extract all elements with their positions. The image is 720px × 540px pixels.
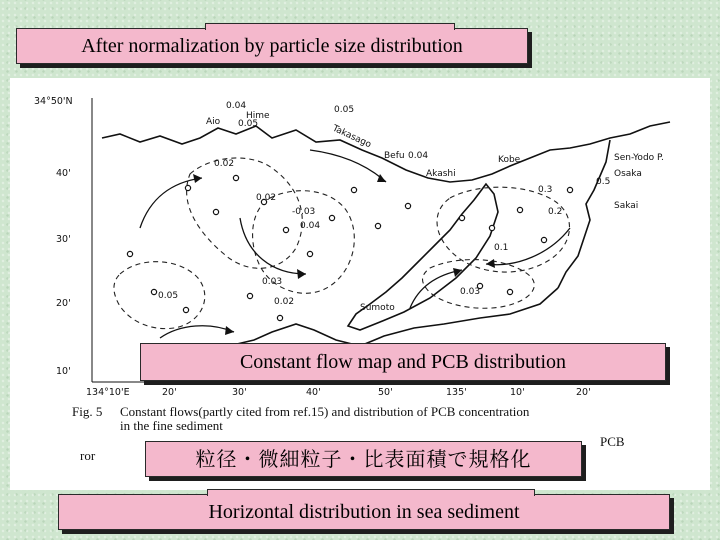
conc-label: 0.03: [262, 277, 283, 287]
lat-label-10: 10': [56, 366, 71, 377]
conc-label: 0.05: [158, 291, 179, 301]
conc-label: 0.04: [300, 221, 321, 231]
contour-west: [187, 158, 303, 268]
place-hime: Hime: [246, 111, 270, 121]
place-kobe: Kobe: [498, 155, 521, 165]
contour-east: [437, 187, 569, 272]
horizontal-distribution-text: Horizontal distribution in sea sediment: [208, 501, 520, 523]
lon-label-135: 135': [446, 387, 467, 398]
normalization-jp-label: [145, 441, 582, 477]
place-sumoto: Sumoto: [360, 303, 395, 313]
flow-map-label-text: Constant flow map and PCB distribution: [239, 351, 567, 373]
lat-label-30: 30': [56, 234, 71, 245]
title-text: After normalization by particle size distribution: [81, 35, 463, 57]
lat-label-40: 40': [56, 168, 71, 179]
title-label: [16, 28, 528, 64]
conc-label: 0.04: [226, 101, 247, 111]
figure-caption-line2: in the fine sediment: [120, 418, 223, 433]
conc-label: 0.04: [408, 151, 429, 161]
lat-label-20: 20': [56, 298, 71, 309]
arrowhead-southwest: [225, 326, 234, 335]
lon-label-50: 50': [378, 387, 393, 398]
lon-label-20b: 20': [576, 387, 591, 398]
arrowhead-center: [297, 269, 306, 279]
flow-arrow-center: [240, 218, 306, 274]
figure-caption-fragment: ror: [80, 448, 96, 463]
arrowhead-west: [193, 174, 202, 183]
figure-caption-tail: PCB: [600, 434, 625, 449]
conc-label: 0.05: [238, 119, 259, 129]
east-coastline: [558, 140, 610, 288]
figure-caption-line1: Constant flows(partly cited from ref.15) and distribution of PCB concentration: [120, 404, 530, 419]
normalization-jp-text: 粒径・微細粒子・比表面積で規格化: [195, 447, 532, 471]
flow-arrow-southwest: [160, 326, 234, 338]
horizontal-distribution-label: [58, 494, 670, 530]
place-sen-yodo: Sen-Yodo P.: [614, 153, 664, 163]
conc-label: -0.03: [292, 207, 316, 217]
flow-arrow-south: [410, 270, 462, 308]
pcb-flow-map: [10, 78, 710, 490]
place-sakai: Sakai: [614, 201, 639, 211]
flow-arrow-west: [140, 178, 202, 228]
place-takasago: Takasago: [330, 123, 373, 151]
figure-panel: [10, 78, 710, 490]
lon-label-10b: 10': [510, 387, 525, 398]
lon-label-40: 40': [306, 387, 321, 398]
figure-number: Fig. 5: [72, 404, 103, 419]
conc-label: 0.02: [274, 297, 295, 307]
place-osaka: Osaka: [614, 169, 642, 179]
place-akashi: Akashi: [426, 169, 456, 179]
conc-label: 0.5: [596, 177, 611, 187]
lon-label-20: 20': [162, 387, 177, 398]
place-aio: Aio: [206, 117, 221, 127]
title-label-tab: [205, 23, 455, 30]
place-befu: Befu: [384, 151, 405, 161]
conc-label: 0.02: [214, 159, 235, 169]
conc-label: 0.2: [548, 207, 563, 217]
conc-label: 0.05: [334, 105, 355, 115]
conc-label: 0.3: [538, 185, 553, 195]
flow-map-label: [140, 343, 666, 381]
lon-label-30: 30': [232, 387, 247, 398]
conc-label: 0.03: [460, 287, 481, 297]
conc-label: 0.1: [494, 243, 509, 253]
bottom-label-tab: [207, 489, 535, 496]
conc-label: 0.02: [256, 193, 277, 203]
lon-label-10: 134°10'E: [86, 387, 130, 398]
lat-label-50: 34°50'N: [34, 96, 73, 107]
